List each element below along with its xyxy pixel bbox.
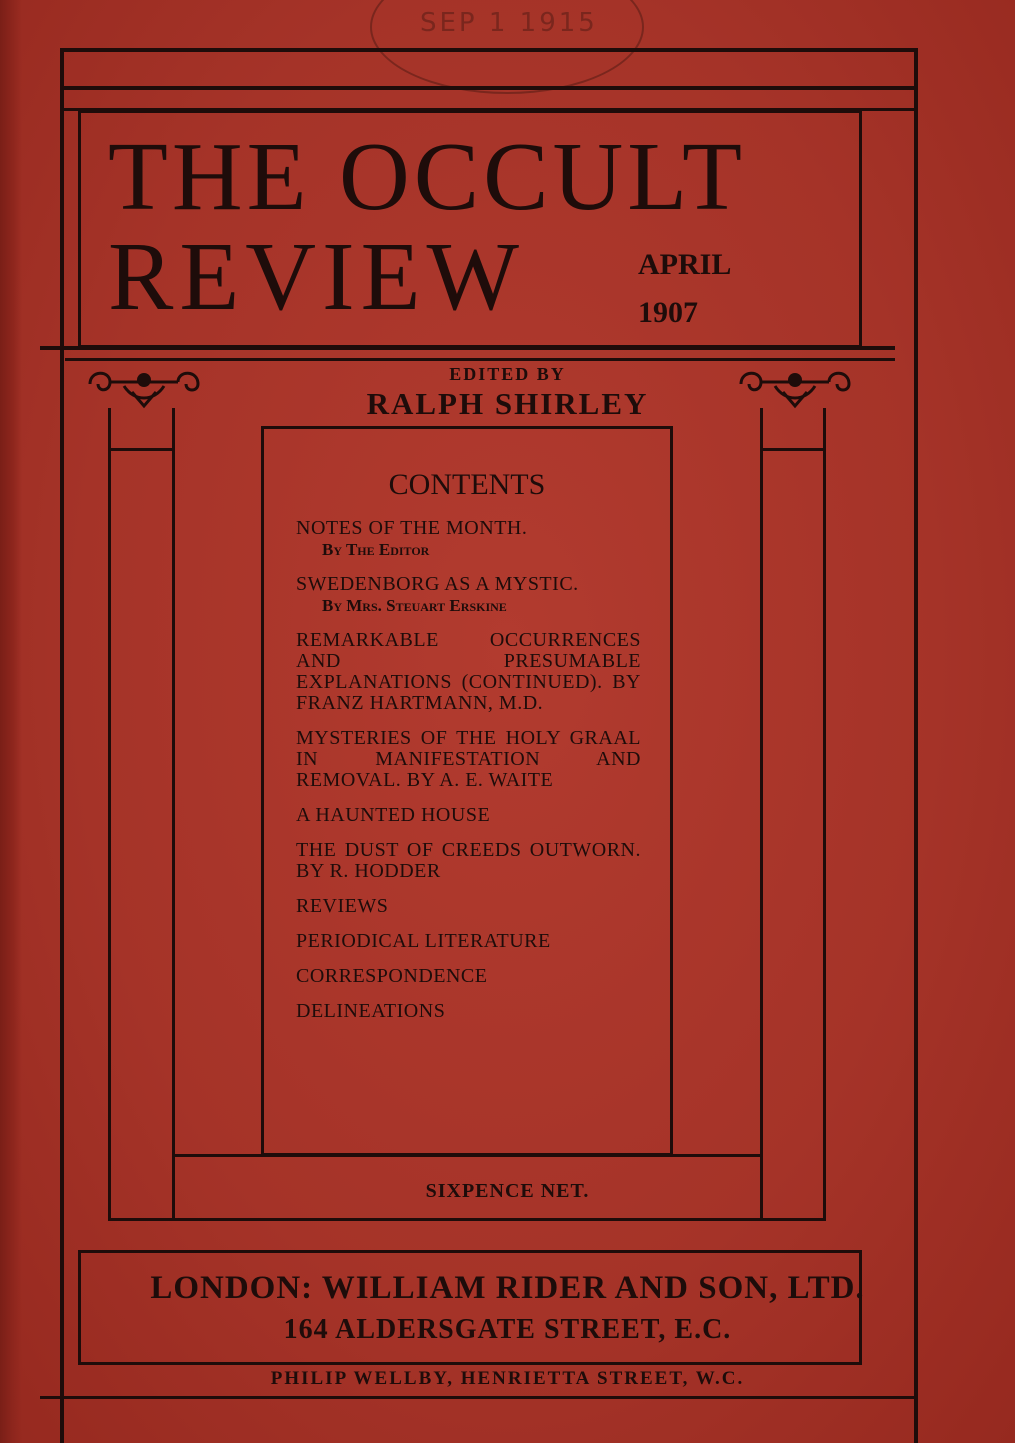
left-column-band xyxy=(108,448,175,451)
toc-item: DELINEATIONS xyxy=(296,1000,446,1022)
toc-item: REMARKABLE OCCURRENCES AND PRESUMABLE EXPLANATIONS (CONTINUED). BY FRANZ HARTMANN, M.D. xyxy=(296,629,641,714)
price-label: SIXPENCE NET. xyxy=(425,1180,590,1202)
frame-right-line xyxy=(914,48,918,1443)
toc-item: NOTES OF THE MONTH. By The Editor xyxy=(296,517,528,559)
architrave-line-2 xyxy=(65,358,895,361)
publisher-panel xyxy=(78,1250,862,1365)
toc-item: THE DUST OF CREEDS OUTWORN. BY R. HODDER xyxy=(296,839,641,882)
right-column-inner xyxy=(760,408,763,1220)
left-column-inner xyxy=(172,408,175,1220)
left-column-outer xyxy=(108,408,111,1220)
toc-item: MYSTERIES OF THE HOLY GRAAL IN MANIFESTATION AND REMOVAL. BY A. E. WAITE xyxy=(296,727,641,791)
right-column-band xyxy=(760,448,826,451)
issue-year: 1907 xyxy=(638,296,698,329)
issue-month: APRIL xyxy=(638,248,732,281)
contents-heading: CONTENTS xyxy=(388,468,546,501)
pedestal-top xyxy=(108,1218,826,1221)
plinth-line xyxy=(40,1396,915,1399)
edited-by-label: EDITED BY xyxy=(449,364,566,384)
cornice-top xyxy=(60,86,915,90)
toc-item: REVIEWS xyxy=(296,895,389,917)
frame-left-line xyxy=(60,48,64,1443)
toc-item: A HAUNTED HOUSE xyxy=(296,804,491,826)
architrave-line xyxy=(40,346,895,350)
stamp-date: SEP 1 1915 xyxy=(420,8,598,38)
magazine-title-line2: REVIEW xyxy=(108,223,525,331)
right-column-outer xyxy=(823,408,826,1220)
toc-item: SWEDENBORG AS A MYSTIC. By Mrs. Steuart Erskine xyxy=(296,573,579,615)
torn-spine-edge xyxy=(0,0,22,1443)
agent-line: PHILIP WELLBY, HENRIETTA STREET, W.C. xyxy=(270,1368,745,1389)
toc-item: CORRESPONDENCE xyxy=(296,965,488,987)
stylobate-top xyxy=(172,1154,762,1157)
magazine-title-line1: THE OCCULT xyxy=(108,123,747,231)
contents-list xyxy=(296,518,641,1036)
publisher-address: 164 ALDERSGATE STREET, E.C. xyxy=(283,1314,732,1345)
publisher-name: LONDON: WILLIAM RIDER AND SON, LTD. xyxy=(150,1270,865,1306)
editor-name: RALPH SHIRLEY xyxy=(366,386,649,421)
frame-top-line xyxy=(60,48,918,52)
toc-item: PERIODICAL LITERATURE xyxy=(296,930,551,952)
